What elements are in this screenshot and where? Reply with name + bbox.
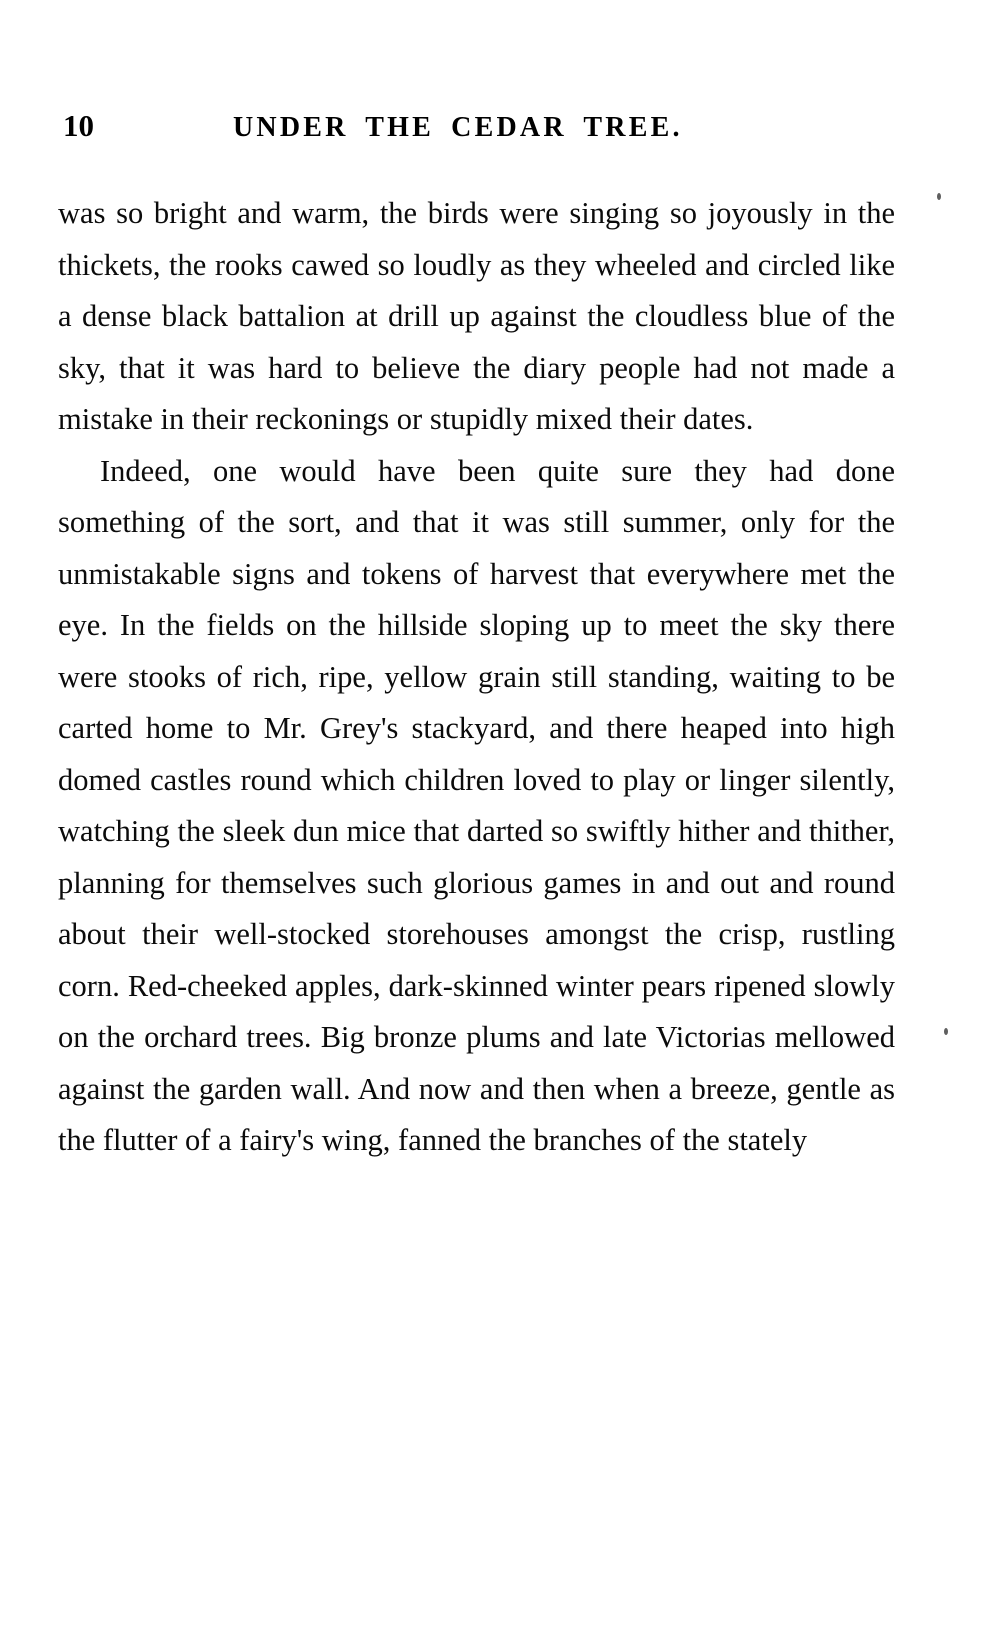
page-body <box>58 188 895 1167</box>
paragraph-1: was so bright and warm, the birds were singing so joyously in the thickets, the rooks cawed so loudly as they wheeled and circled like a dense black battalion at drill up against the cloudless blue of the sky, that it was hard to believe the diary people had not made a mistake in their reckonings or stupidly mixed their dates. <box>58 196 895 436</box>
scan-speck-icon <box>937 193 941 200</box>
scan-speck-icon <box>944 1028 948 1035</box>
running-head-title: UNDER THE CEDAR TREE. <box>233 112 683 143</box>
page-number: 10 <box>63 108 94 143</box>
page-header <box>58 108 895 144</box>
paragraph-2: Indeed, one would have been quite sure they had done something of the sort, and that it was still summer, only for the unmistakable signs and tokens of harvest that everywhere met the eye. In the fields on the hillside sloping up to meet the sky there were stooks of rich, ripe, yellow grain still standing, waiting to be carted home to Mr. Grey's stackyard, and there heaped into high domed castles round which children loved to play or linger silently, watching the sleek dun mice that darted so swiftly hither and thither, planning for themselves such glorious games in and out and round about their well-stocked storehouses amongst the crisp, rustling corn. Red-cheeked apples, dark-skinned winter pears ripened slowly on the orchard trees. Big bronze plums and late Victorias mellowed against the garden wall. And now and then when a breeze, gentle as the flutter of a fairy's wing, fanned the branches of the stately <box>58 453 895 1157</box>
